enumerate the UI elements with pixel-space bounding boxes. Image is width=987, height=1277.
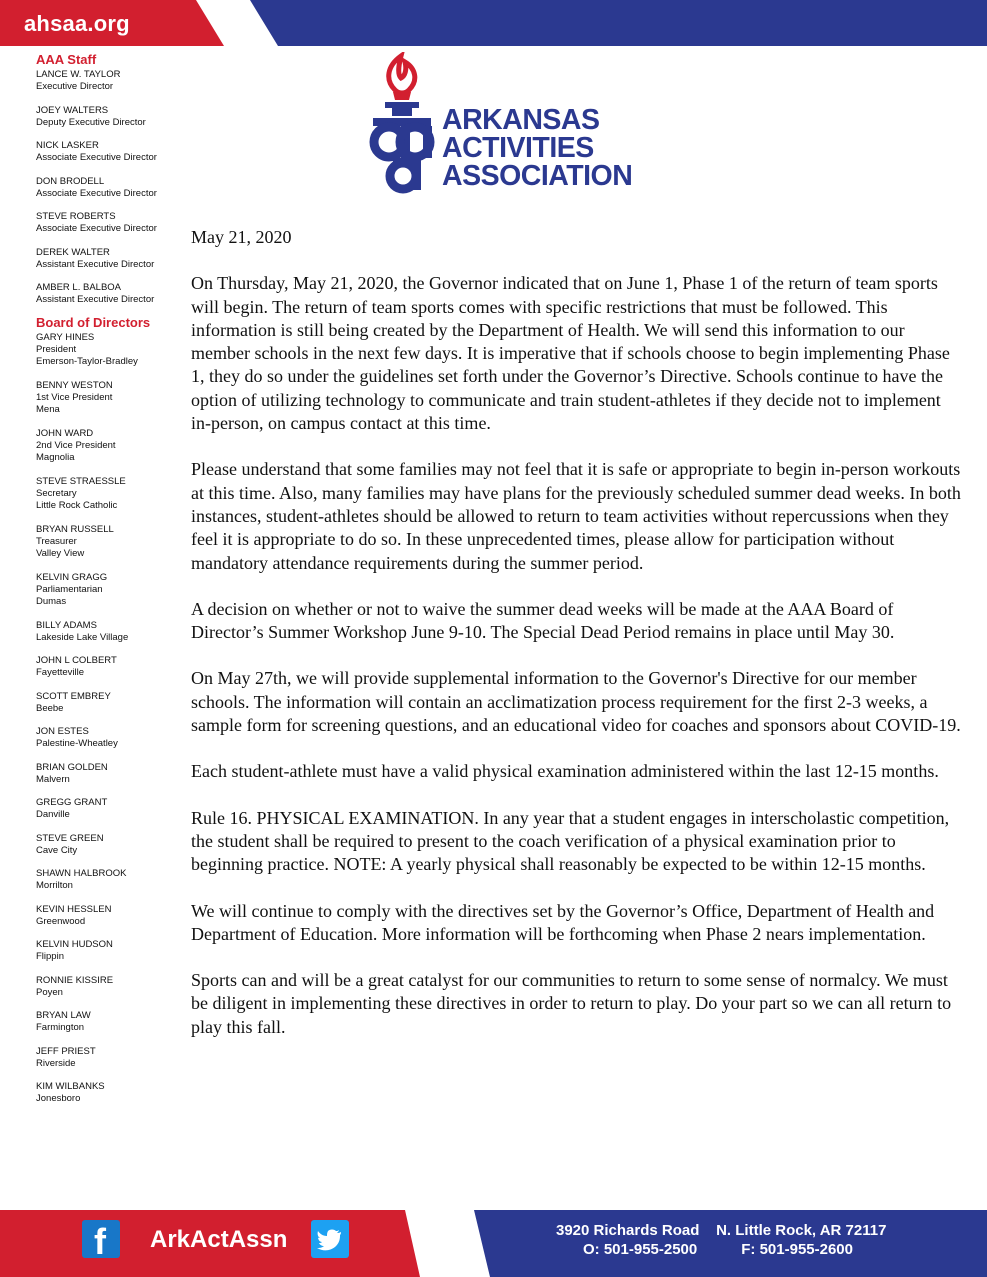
person-name: RONNIE KISSIRE <box>36 974 114 986</box>
person-detail: Morrilton <box>36 880 73 891</box>
person-detail: Mena <box>36 404 60 415</box>
board-entry <box>36 975 176 1000</box>
paragraph-3: A decision on whether or not to waive the summer dead weeks will be made at the AAA Board of Director’s Summer Workshop June 9-10. The Special Dead Period remains in place until May 30. <box>191 598 895 643</box>
person-detail: Malvern <box>36 773 70 785</box>
twitter-icon[interactable] <box>311 1220 349 1258</box>
board-entry <box>36 620 176 645</box>
facebook-icon[interactable]: f <box>82 1220 120 1258</box>
person-detail: Deputy Executive Director <box>36 116 146 128</box>
logo-line-1: ARKANSAS <box>442 104 600 136</box>
board-entry <box>36 655 176 680</box>
board-list <box>36 332 176 1106</box>
paragraph-8: Sports can and will be a great catalyst for our communities to return to some sense of normalcy. We must be diligent in implementing these directives in order to return to play. Do your part so we can all return to play this fall. <box>191 970 952 1037</box>
paragraph-6: Rule 16. PHYSICAL EXAMINATION. In any year that a student engages in interscholastic competition, the student shall be required to present to the coach verification of a physical examination prior to beginning practice. NOTE: A yearly physical shall reasonably be expected to be within 12-15 months. <box>191 807 950 875</box>
logo-wordmark <box>442 106 632 190</box>
person-detail: Poyen <box>36 986 63 998</box>
person-name: NICK LASKER <box>36 140 99 151</box>
person-detail: Secretary <box>36 487 77 499</box>
paragraph-4: On May 27th, we will provide supplemental information to the Governor's Directive for our member schools. The information will contain an acclimatization process requirement for the first 2-3 weeks, a sample form for screening questions, and an educational video for coaches and sponsors about COVID-19. <box>191 668 961 736</box>
person-name: STEVE ROBERTS <box>36 211 116 222</box>
board-entry <box>36 1010 176 1035</box>
address-street: 3920 Richards Road <box>556 1222 700 1239</box>
board-entry <box>36 797 176 822</box>
person-detail: Riverside <box>36 1057 76 1069</box>
person-detail: Associate Executive Director <box>36 223 157 234</box>
person-name: JOHN L COLBERT <box>36 655 117 666</box>
person-detail: Assistant Executive Director <box>36 294 155 305</box>
board-entry <box>36 476 176 513</box>
person-detail: Dumas <box>36 596 67 607</box>
fax-number: F: 501-955-2600 <box>741 1241 853 1258</box>
person-detail: Beebe <box>36 702 64 714</box>
person-name: DON BRODELL <box>36 175 105 187</box>
footer-address <box>556 1221 886 1259</box>
person-detail: Flippin <box>36 951 64 962</box>
person-detail: Associate Executive Director <box>36 152 157 163</box>
person-name: BILLY ADAMS <box>36 619 97 631</box>
person-name: KEVIN HESSLEN <box>36 903 112 915</box>
person-detail: 1st Vice President <box>36 391 113 403</box>
paragraph-5: Each student-athlete must have a valid physical examination administered within the last 12-15 months. <box>191 761 939 782</box>
board-entry <box>36 1046 176 1071</box>
person-name: BRIAN GOLDEN <box>36 761 108 773</box>
person-name: JON ESTES <box>36 726 89 737</box>
paragraph-1: On Thursday, May 21, 2020, the Governor indicated that on June 1, Phase 1 of the return of team sports will begin. The return of team sports comes with specific restrictions that must be followed. This information is still being created by the Department of Health. We will send this information to our member schools in the next few days. It is imperative that if schools choose to begin implementing Phase 1, they do so under the guidelines set forth under the Governor’s Directive. Schools continue to have the option of utilizing technology to communicate and train student-athletes if they decide not to implement in-person, on campus contact at this time. <box>191 273 950 434</box>
person-detail: Greenwood <box>36 915 86 927</box>
staff-entry <box>36 105 176 130</box>
staff-entry <box>36 140 176 165</box>
person-name: SCOTT EMBREY <box>36 690 111 702</box>
person-detail: Valley View <box>36 548 85 559</box>
person-detail: Little Rock Catholic <box>36 500 118 511</box>
board-entry <box>36 332 176 369</box>
paragraph-2: Please understand that some families may not feel that it is safe or appropriate to begin in-person workouts at this time. Also, many families may have plans for the previously scheduled summer dead weeks. In both instances, student-athletes should be allowed to return to team activities without repercussions when they feel it is appropriate to do so. In these unprecedented times, please allow for participation without mandatory attendance requirements during the summer period. <box>191 459 961 573</box>
person-name: GREGG GRANT <box>36 797 108 808</box>
person-name: LANCE W. TAYLOR <box>36 69 121 80</box>
person-name: KELVIN GRAGG <box>36 571 108 583</box>
person-detail: 2nd Vice President <box>36 439 116 451</box>
person-detail: Lakeside Lake Village <box>36 631 129 643</box>
staff-heading: AAA Staff <box>36 52 97 67</box>
logo-line-2: ACTIVITIES <box>442 132 594 164</box>
person-detail: Jonesboro <box>36 1093 81 1104</box>
staff-entry <box>36 176 176 201</box>
person-name: STEVE STRAESSLE <box>36 475 126 487</box>
address-city: N. Little Rock, AR 72117 <box>716 1222 887 1239</box>
site-url[interactable]: ahsaa.org <box>24 11 130 36</box>
person-name: SHAWN HALBROOK <box>36 868 127 879</box>
person-detail: Fayetteville <box>36 667 85 678</box>
person-name: BRYAN RUSSELL <box>36 523 114 535</box>
board-heading: Board of Directors <box>36 314 151 330</box>
person-name: JEFF PRIEST <box>36 1045 96 1057</box>
board-entry <box>36 428 176 465</box>
person-detail: Palestine-Wheatley <box>36 738 118 749</box>
person-name: GARY HINES <box>36 331 95 343</box>
person-detail: Parliamentarian <box>36 583 103 595</box>
person-detail: Magnolia <box>36 452 75 463</box>
staff-entry <box>36 282 176 307</box>
staff-entry <box>36 211 176 236</box>
person-detail: Assistant Executive Director <box>36 258 155 270</box>
office-phone: O: 501-955-2500 <box>583 1241 698 1258</box>
board-entry <box>36 904 176 929</box>
staff-entry <box>36 69 176 94</box>
paragraph-7: We will continue to comply with the directives set by the Governor’s Office, Department of Health and Department of Education. More information will be forthcoming when Phase 2 nears implementation. <box>191 900 935 944</box>
sidebar <box>36 52 176 1117</box>
board-entry <box>36 833 176 858</box>
person-name: KELVIN HUDSON <box>36 939 113 950</box>
person-detail: Executive Director <box>36 81 114 92</box>
person-name: DEREK WALTER <box>36 246 110 258</box>
board-entry <box>36 691 176 716</box>
person-detail: Danville <box>36 809 70 820</box>
person-name: JOEY WALTERS <box>36 104 109 116</box>
person-detail: Associate Executive Director <box>36 187 157 199</box>
person-detail: President <box>36 343 77 355</box>
person-name: KIM WILBANKS <box>36 1081 105 1092</box>
staff-entry <box>36 247 176 272</box>
board-entry <box>36 572 176 609</box>
letter-body <box>191 226 961 1062</box>
staff-list <box>36 69 176 307</box>
board-entry <box>36 868 176 893</box>
board-entry <box>36 939 176 964</box>
board-entry <box>36 762 176 787</box>
person-name: BRYAN LAW <box>36 1010 91 1021</box>
person-detail: Emerson-Taylor-Bradley <box>36 356 138 367</box>
logo-line-3: ASSOCIATION <box>442 160 633 192</box>
person-detail: Cave City <box>36 844 78 856</box>
board-entry <box>36 380 176 417</box>
person-name: JOHN WARD <box>36 427 94 439</box>
board-entry <box>36 524 176 561</box>
letter-date: May 21, 2020 <box>191 227 292 247</box>
board-entry <box>36 726 176 751</box>
person-name: BENNY WESTON <box>36 379 113 391</box>
board-entry <box>36 1081 176 1106</box>
social-handle[interactable]: ArkActAssn <box>150 1226 288 1253</box>
person-name: AMBER L. BALBOA <box>36 282 122 293</box>
person-detail: Farmington <box>36 1022 85 1033</box>
person-detail: Treasurer <box>36 535 77 547</box>
header-blue-band <box>250 0 987 46</box>
person-name: STEVE GREEN <box>36 832 104 844</box>
